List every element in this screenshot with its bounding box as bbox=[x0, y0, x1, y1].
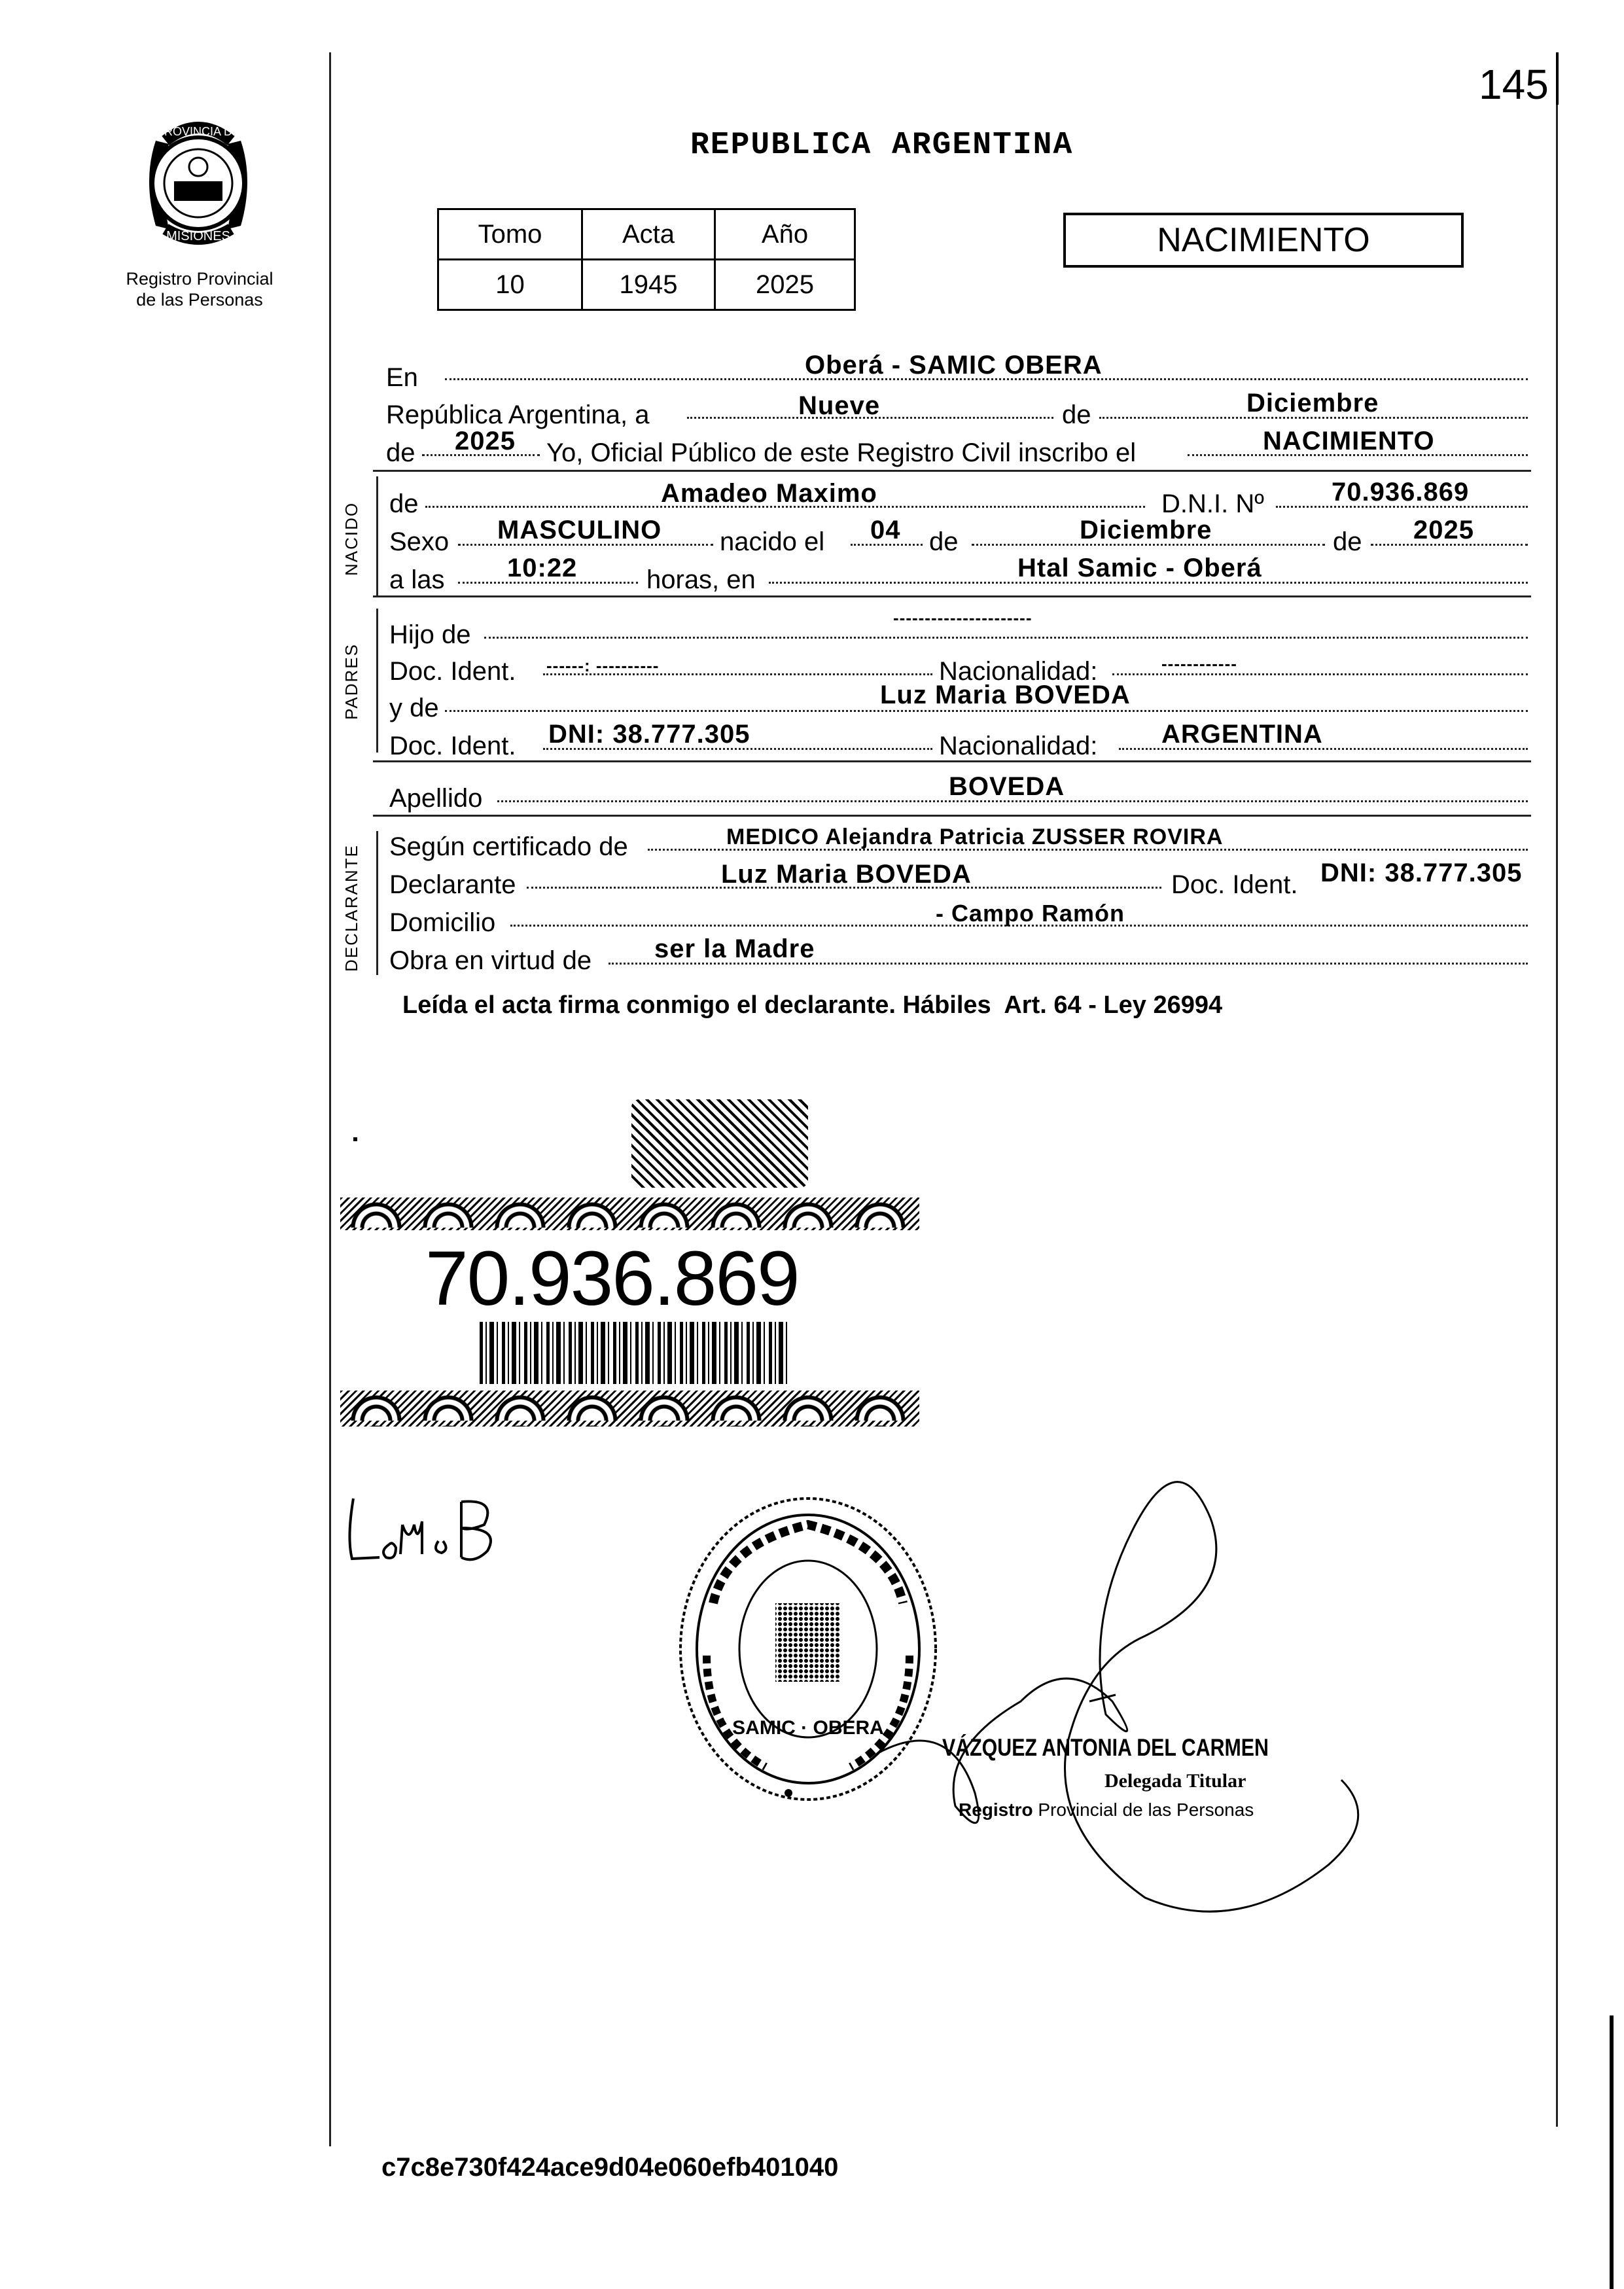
register-header-tomo: Tomo bbox=[438, 209, 582, 260]
hologram-stamp bbox=[631, 1099, 808, 1188]
padre-name: ---------------------- bbox=[893, 608, 1033, 628]
registry-name bbox=[98, 268, 301, 310]
year-value: 2025 bbox=[455, 427, 516, 455]
act-value: NACIMIENTO bbox=[1263, 427, 1435, 455]
signature-scrawl bbox=[870, 1440, 1394, 1930]
country-label: República Argentina, a bbox=[386, 400, 650, 429]
cert-value: MEDICO Alejandra Patricia ZUSSER ROVIRA bbox=[726, 825, 1224, 849]
madre-nac-label: Nacionalidad: bbox=[939, 732, 1098, 760]
page-number-divider bbox=[1556, 52, 1559, 105]
signatory-name: VÁZQUEZ ANTONIA DEL CARMEN bbox=[942, 1734, 1269, 1761]
logo-bottom-text: MISIONES bbox=[166, 229, 230, 243]
day-value: Nueve bbox=[798, 391, 881, 420]
inscribe-text: Yo, Oficial Público de este Registro Civil inscribo el bbox=[546, 438, 1137, 467]
nacido-de-label: de bbox=[389, 489, 419, 518]
register-value-anio: 2025 bbox=[715, 260, 855, 310]
madre-dots bbox=[445, 710, 1528, 712]
de1-label: de bbox=[1062, 400, 1091, 429]
nacido-side-label: NACIDO bbox=[342, 501, 361, 576]
padre-nac-label: Nacionalidad: bbox=[939, 657, 1098, 686]
de2-label: de bbox=[386, 438, 415, 467]
right-margin-line bbox=[1556, 52, 1558, 2127]
madre-doc-label: Doc. Ident. bbox=[389, 732, 516, 760]
register-value-tomo: 10 bbox=[438, 260, 582, 310]
signatory-title: Delegada Titular bbox=[1104, 1770, 1246, 1792]
domicilio-value: - Campo Ramón bbox=[936, 900, 1125, 927]
horas-en-label: horas, en bbox=[646, 565, 756, 594]
obra-value: ser la Madre bbox=[654, 934, 815, 963]
y-de-label: y de bbox=[389, 694, 439, 722]
nacido-de3-label: de bbox=[1333, 527, 1362, 556]
register-table bbox=[437, 208, 856, 311]
stray-mark bbox=[353, 1137, 357, 1141]
declarante-bracket bbox=[376, 831, 378, 975]
birth-year: 2025 bbox=[1413, 516, 1474, 544]
birth-hour: 10:22 bbox=[507, 554, 578, 582]
birth-month: Diciembre bbox=[1080, 516, 1212, 544]
signatory-office bbox=[959, 1800, 1254, 1820]
birth-day: 04 bbox=[870, 516, 901, 544]
province-logo bbox=[130, 115, 267, 249]
hora-label: a las bbox=[389, 565, 445, 594]
left-margin-line bbox=[329, 52, 331, 2146]
child-dni: 70.936.869 bbox=[1332, 478, 1470, 506]
padres-bracket bbox=[376, 609, 378, 753]
document-title: REPUBLICA ARGENTINA bbox=[690, 128, 1074, 163]
domicilio-label: Domicilio bbox=[389, 908, 496, 937]
madre-name: Luz Maria BOVEDA bbox=[880, 681, 1131, 709]
declarante-value: Luz Maria BOVEDA bbox=[721, 860, 972, 889]
signatory-office-rest: Provincial de las Personas bbox=[1038, 1800, 1254, 1820]
madre-doc: DNI: 38.777.305 bbox=[548, 720, 750, 749]
child-name: Amadeo Maximo bbox=[661, 479, 877, 508]
barcode-top-band bbox=[340, 1198, 919, 1230]
right-edge-bar bbox=[1610, 2015, 1614, 2289]
registry-line-2: de las Personas bbox=[136, 290, 263, 310]
sexo-label: Sexo bbox=[389, 527, 450, 556]
act-type-box: NACIMIENTO bbox=[1063, 213, 1464, 268]
barcode bbox=[480, 1322, 787, 1384]
handwritten-name bbox=[340, 1485, 550, 1574]
apellido-value: BOVEDA bbox=[949, 772, 1065, 801]
nacido-el-label: nacido el bbox=[720, 527, 825, 556]
seal-text: SAMIC · OBERA bbox=[732, 1717, 884, 1739]
hijo-label: Hijo de bbox=[389, 620, 471, 649]
en-label: En bbox=[386, 363, 418, 392]
sexo-value: MASCULINO bbox=[497, 516, 662, 544]
page-number: 145 bbox=[1479, 61, 1549, 108]
declarante-label: Declarante bbox=[389, 870, 516, 899]
madre-nacionalidad: ARGENTINA bbox=[1161, 720, 1323, 749]
padre-doc: ------: ---------- bbox=[546, 656, 660, 675]
intro-separator bbox=[373, 470, 1531, 472]
barcode-number: 70.936.869 bbox=[425, 1235, 799, 1322]
nacido-bracket bbox=[376, 476, 378, 595]
register-header-anio: Año bbox=[715, 209, 855, 260]
barcode-bottom-band bbox=[340, 1391, 919, 1427]
padre-dots bbox=[484, 637, 1528, 639]
apellido-label: Apellido bbox=[389, 784, 483, 813]
padres-side-label: PADRES bbox=[342, 643, 361, 720]
padre-nacionalidad: ------------ bbox=[1161, 654, 1237, 673]
declarante-side-label: DECLARANTE bbox=[342, 844, 361, 972]
registry-line-1: Registro Provincial bbox=[126, 269, 274, 289]
padre-doc-label: Doc. Ident. bbox=[389, 657, 516, 686]
birth-place: Htal Samic - Oberá bbox=[1017, 554, 1262, 582]
logo-top-text: PROVINCIA DE bbox=[156, 125, 241, 138]
cert-label: Según certificado de bbox=[389, 832, 628, 861]
declarante-doc: DNI: 38.777.305 bbox=[1320, 859, 1523, 887]
signatory-office-bold: Registro bbox=[959, 1800, 1033, 1820]
apellido-separator bbox=[373, 815, 1531, 817]
month-value: Diciembre bbox=[1246, 389, 1379, 417]
nacido-de2-label: de bbox=[929, 527, 959, 556]
dni-label: D.N.I. Nº bbox=[1161, 489, 1264, 518]
padres-separator bbox=[373, 760, 1531, 762]
nacido-separator bbox=[373, 595, 1531, 597]
closing-text: Leída el acta firma conmigo el declarante. Hábiles Art. 64 - Ley 26994 bbox=[402, 991, 1223, 1019]
obra-label: Obra en virtud de bbox=[389, 946, 592, 975]
place-value: Oberá - SAMIC OBERA bbox=[805, 351, 1103, 380]
register-value-acta: 1945 bbox=[582, 260, 715, 310]
register-header-acta: Acta bbox=[582, 209, 715, 260]
document-hash: c7c8e730f424ace9d04e060efb401040 bbox=[381, 2153, 839, 2182]
declarante-doc-label: Doc. Ident. bbox=[1171, 870, 1298, 899]
